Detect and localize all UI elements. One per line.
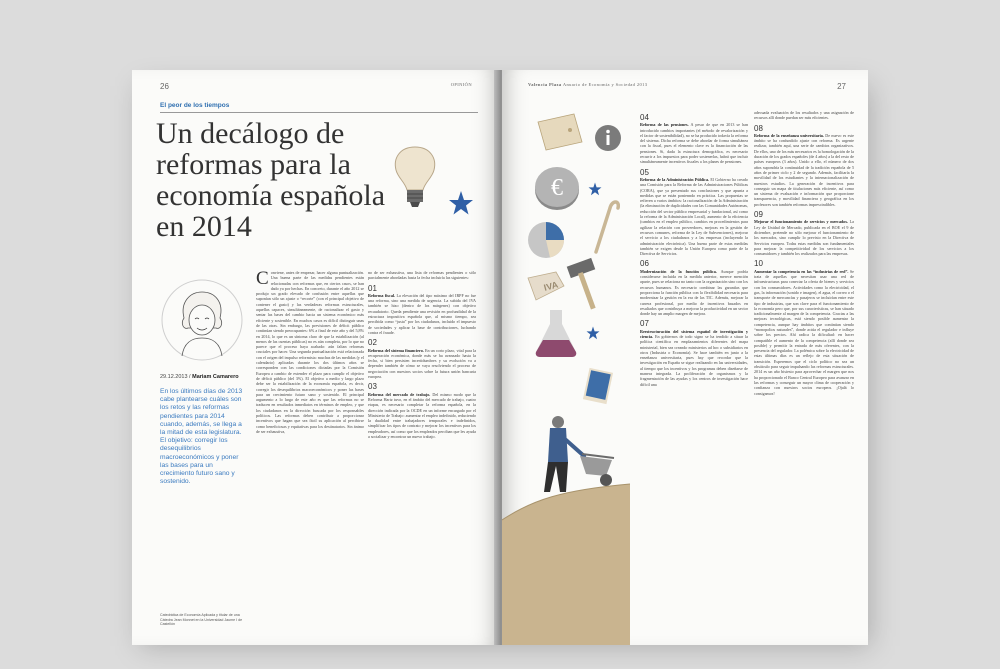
lightbulb-icon <box>388 144 442 214</box>
reform-item-10 <box>754 261 854 395</box>
article-author: Mariam Camarero <box>192 374 239 380</box>
reform-number: 03 <box>368 382 377 392</box>
reform-heading: Reforma fiscal. <box>368 292 396 298</box>
reform-heading: Reforma de la Administración Pública. <box>640 176 710 182</box>
svg-text:€: € <box>551 175 563 201</box>
ticket-icon <box>532 110 588 154</box>
cane-icon <box>590 196 620 254</box>
article-byline: 29.12.2013 / Mariam Camarero <box>160 374 239 380</box>
reform-item-02 <box>368 340 476 379</box>
text-column-3 <box>640 110 748 630</box>
reform-item-09 <box>754 212 854 256</box>
worker-wheelbarrow-illustration <box>502 400 630 645</box>
reform-item-04 <box>640 115 748 165</box>
tag-label: IVA <box>542 279 560 293</box>
article-title: Un decálogo de reformas para la economía española en 2014 <box>156 117 386 243</box>
reform-item-06 <box>640 261 748 316</box>
reform-heading: Reestructuración del sistema español de investigación y ciencia. <box>640 328 748 339</box>
flask-icon <box>534 308 578 358</box>
article-lead: En los últimos días de 2013 cabe plantearse cuáles son los retos y las reformas pendientes para 2014 cuando, además, se llega a la mitad de esta legislatura. El objetivo: corregir los desequilibrios macroeconómicos y poner las bases para un crecimiento futuro sano y sostenido. <box>160 388 243 486</box>
reform-text: Aunque podría considerarse incluida en la medida anterior, merece mención aparte, pues se relaciona no tanto con la organización sino con los recursos humanos. Es necesario combinar las garantías que proporciona la función pública con la flexibilidad necesaria para modernizar la gestión en la era de las TIC. Además, mejorar la carrera profesional, por medio de incentivos basados en resultados que contribuya a mejorar la productividad en un sector donde hay un amplio margen de mejora. <box>640 268 748 317</box>
header-brand: Valencia Plaza <box>528 82 562 87</box>
author-bio: Catedrática de Economía Aplicada y titular de una Cátedra Jean Monnet en la Universidad Jaume I de Castellón <box>160 613 243 627</box>
reform-text: La Ley de Unidad de Mercado, publicada en el BOE el 9 de diciembre, pretende no sólo mejorar el funcionamiento de los mercados, sino cumplir lo previsto en la Directiva de Servicios europea. Todas estas medidas son fundamentales para mejorar la competitividad de los servicios a los consumidores y también los realizados para las empresas. <box>754 219 854 257</box>
reform-heading: Reforma de las pensiones. <box>640 122 689 128</box>
price-tag-icon <box>526 270 566 302</box>
reform-heading: Reforma del mercado de trabajo. <box>368 391 431 397</box>
reform-item-03 <box>368 384 476 439</box>
column-2-intro: no de ser exhaustiva, una lista de reformas pendientes o sólo parcialmente abordadas hasta la fecha incluiría las siguientes: <box>368 270 476 281</box>
reform-text: Se trata de aquellas que necesitan usar una red de infraestructuras para conectar la oferta de bienes y servicios con los consumidores. Actividades como la electricidad, el gas, la información (sonido e imagen), el agua, el correo o el transporte de mercancías y pasajeros se incluirían entre este tipo de industrias, que son clave para el funcionamiento de la economía pero que, por sus características, se han situado tradicionalmente al margen de la competencia. Gracias a las mejoras tecnológicas, está siendo posible aumentar la competencia, aunque hay ámbitos que continúan siendo “monopolios naturales”, donde actúa el regulador e influye sobre los precios. Ahí radica la dificultad: en hacer compatible el aumento de la competencia (allí donde sea posible) y permitir la entrada de más oferentes, con la presencia del regulador. La polémica sobre la electricidad de estas últimas días es un reflejo de esta situación de transición. Esperemos que el ciclo político no sea un obstáculo para seguir impulsando las reformas estructurales. 2014 es un año bisiesto para aprovechar el margen que nos ha proporcionado el Banco Central Europeo para avanzar en las reformas y conseguir un mayor clima de cooperación y confianza con nuestros socios europeos. ¡Ojalá lo consigamos! <box>754 268 854 396</box>
star-icon <box>448 190 474 216</box>
reform-number: 05 <box>640 167 649 177</box>
left-page <box>132 70 498 645</box>
reform-heading: Mejorar el funcionamiento de servicios y mercados. <box>754 219 848 225</box>
reform-number: 08 <box>754 123 763 133</box>
kicker: El peor de los tiempos <box>160 102 230 109</box>
reform-heading: Aumentar la competencia en las “industrias de red”. <box>754 268 849 274</box>
reform-heading: Reforma del sistema financiero. <box>368 347 424 353</box>
right-page <box>502 70 868 645</box>
column-1-text: onviene, antes de empezar, hacer alguna puntualización. Una buena parte de las medidas pendientes están relacionadas con reformas que, en ciertos casos, se han dado ya por hechas. En concreto, durante el año 2012 se produjo un grado elevado de confusión entre aquellas que suponían sólo un ajuste o “recorte” (con el principal objetivo de contener el gasto) y las verdaderas reformas estructurales, aquellas capaces, simultáneamente, de racionalizar el gasto y sentar las bases del cambio hacia un sistema económico más eficiente y sostenible. En muchos casos es difícil distinguir unas de las otras. Sin embargo, las previsiones de déficit público continúan siendo preocupantes: 6% a final de este año y del 5,8% en 2014, lo que es un síntoma claro de que la estabilización (al menos de las cuentas públicas) no es aún completa, por lo que no parece que el proceso haya acabado: aún faltan reformas cruciales por hacer. Una segunda puntualización está relacionada con el origen del impulso reformista: muchas de las medidas (y el calendario) aplicadas durante los dos últimos años se corresponden con las condiciones dictadas por la Comisión Europea a cambio de extender el plazo para cumplir el objetivo de déficit público (del 3%). El objetivo a medio y largo plazo debe ser la estabilización de la economía española, es decir, corregir los desequilibrios macroeconómicos y poner las bases para un crecimiento futuro sano y sostenido. El principal argumento a lo largo de este año es que las reformas no se traducen en resultados inmediatos en términos de empleo, y que los ciudadanos en la dirección buscada por los responsables políticos. Las reformas deben contribuir a proporcionar incentivos que hagan que sea fácil su aplicación al percibirse como beneficiosas y equitativas para los destinatarios. Sin ánimo de ser exhaustiva, <box>256 270 364 434</box>
reform-text: Del mismo modo que la Reforma Hartz tuvo, en el ámbito del mercado de trabajo, cuatro etapas, es necesario completar la reforma española, en la dirección indicada por la OCDE en un informe encargado por el Ministerio de Trabajo: aumentar el empleo indefinido, reduciendo la dualidad entre trabajadores temporales e indefinidos, simplificar los tipos de contrato y mejorar los incentivos para los empleadores, así como que los empleados perciban que les ayuda a socializar y encontrar un nuevo trabajo. <box>368 391 476 440</box>
reform-number: 06 <box>640 259 649 269</box>
article-date: 29.12.2013 <box>160 374 188 380</box>
reform-item-01 <box>368 283 476 336</box>
section-label: OPINIÓN <box>450 82 472 87</box>
pie-chart-icon <box>526 220 566 260</box>
reform-text: De nuevo es este ámbito se ha confundido ajuste con reforma. Es urgente realizar, también aquí, una serie de cambios organizativos. De ellos, uno de los más necesarios es la homologación de la duración de los grados españoles (de 4 años) a la del resto de países europeos (3 años). Unido a ello, el número de dos años supondría la continuidad de la tradición española de 5 años de primer ciclo y 2 de segundo. Además, facilitaría la movilidad de los estudiantes y la internacionalización de nuestros estudios. La generación de incentivos para conseguir un mapa de titulaciones más eficiente, así como un sistema de evaluación e información que proporcione transparencia, y movilidad financiera y geográfica en los profesores son también reformas imprescindibles. <box>754 132 854 207</box>
reform-number: 10 <box>754 259 763 269</box>
star-icon <box>586 326 600 340</box>
text-column-4 <box>754 110 854 630</box>
reform-text: En un corto plazo, vital para la recuperación económica, donde más se ha avanzado hasta la fecha, si bien persisten incertidumbres y su evolución va a depender también de cómo se vaya resolviendo el proceso de negociación con nuestros socios sobre la futura unión bancaria europea. <box>368 347 476 380</box>
reform-item-07 <box>640 321 748 387</box>
euro-coin-icon <box>532 162 582 212</box>
reform-text: La elevación del tipo máximo del IRPF no fue una reforma, sino una medida de urgencia. La subida del IVA también se hizo (dentro de los márgenes) con objetivo recaudatorio. Queda pendiente una revisión en profundidad de la estructura impositiva española que, al mismo tiempo, sea percibida como “justa” por los ciudadanos, incluido el impuesto de sociedades y aplicar la base de contribuciones, luchando contra el fraude. <box>368 292 476 335</box>
drop-cap: C <box>256 270 269 289</box>
text-column-2 <box>368 270 476 615</box>
header-rule <box>160 112 478 113</box>
star-icon <box>588 182 602 196</box>
reform-number: 01 <box>368 283 377 293</box>
reform-number: 02 <box>368 338 377 348</box>
reform-heading: Modernización de la función pública. <box>640 268 717 274</box>
reform-text: En gobiernos de todo signo se ha tendido a situar la política científica en emplazamientos diferentes del mapa ministerial, bien sea creando ministerios ad hoc o subsidiarios en otros (Industria o Economía). Se hace también en junio a la enseñanza universitaria, pues hay que recordar que la investigación en España se sigue realizando en las universidades, al tiempo que los incentivos y los programas deben diseñarse de manera integrada. La proliferación de organismos y la fragmentación de las ayudas y los centros de investigación hace difícil una <box>640 333 748 387</box>
text-column-1 <box>256 270 364 615</box>
reform-heading: Reforma de la enseñanza universitaria. <box>754 132 824 138</box>
reform-item-05 <box>640 167 748 257</box>
reform-number: 04 <box>640 113 649 122</box>
column-4-intro: adecuada evaluación de los resultados y una asignación de recursos allí donde puedan ser más eficientes. <box>754 110 854 121</box>
header-subtitle: Anuario de Economía y Sociedad 2013 <box>562 82 648 87</box>
reform-item-08 <box>754 123 854 207</box>
page-number-left: 26 <box>160 82 169 91</box>
author-avatar <box>160 278 244 362</box>
reform-text: A pesar de que en 2013 se han introducido cambios importantes (el método de revalorización y el factor de sostenibilidad), no se ha producido todavía la reforma del sistema. Dicha reforma se debe abordar de forma simultánea con la fiscal, pues el elemento clave es la financiación de las pensiones. Si, dada la estructura demográfica, es necesario recurrir a los impuestos para poder sostenerlas, habrá que incluir simultáneamente incentivos fiscales a los planes de pensiones. <box>640 122 748 165</box>
reform-number: 09 <box>754 210 763 220</box>
reform-text: El Gobierno ha creado una Comisión para la Reforma de las Administraciones Públicas (CORA), que ya presentado sus conclusiones y que apunta a medidas que se están ponienndo en práctica. Las propuestas se refieren a varios ámbitos: la racionalización de la Administración (la eliminación de duplicidades con las Comunidades Autónomas, reducción del sector público empresarial y fundacional, así como la reforma de la Administración Local), aumento de la eficiencia (cambios en el empleo público, cambios en procedimientos para agilizar la relación con proveedores, mejoras en la gestión de recursos comunes, reforma de la Ley de Subvenciones), mejorar el servicio a los ciudadanos y a las empresas (incluyendo la administración electrónica). Una buena parte de estas medidas también se exigen desde la Unión Europea como parte de la Directiva de Servicios. <box>640 176 748 257</box>
right-header <box>528 82 647 87</box>
reform-number: 07 <box>640 319 649 329</box>
hammer-icon <box>564 256 614 312</box>
info-icon <box>594 124 622 152</box>
page-number-right: 27 <box>837 82 846 91</box>
